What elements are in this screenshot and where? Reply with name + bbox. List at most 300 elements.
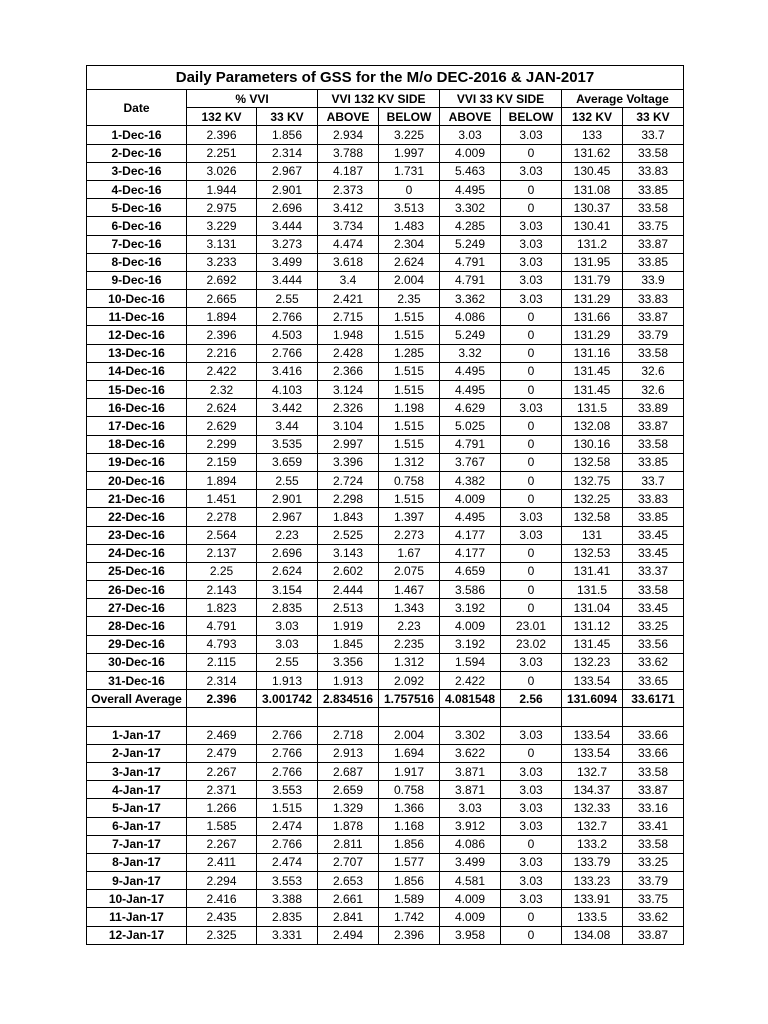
value-cell: 1.329 bbox=[318, 799, 379, 817]
date-cell: 16-Dec-16 bbox=[87, 399, 187, 417]
value-cell: 2.967 bbox=[257, 508, 318, 526]
parameters-table bbox=[86, 65, 684, 945]
value-cell: 2.294 bbox=[187, 872, 257, 890]
table-cell: 2.56 bbox=[501, 690, 562, 708]
value-cell: 2.251 bbox=[187, 144, 257, 162]
value-cell: 1.515 bbox=[379, 381, 440, 399]
value-cell: 3.535 bbox=[257, 435, 318, 453]
value-cell: 2.25 bbox=[187, 562, 257, 580]
value-cell: 2.421 bbox=[318, 290, 379, 308]
table-row bbox=[87, 253, 684, 271]
value-cell: 3.03 bbox=[501, 781, 562, 799]
value-cell: 132.75 bbox=[562, 471, 623, 489]
value-cell: 2.278 bbox=[187, 508, 257, 526]
value-cell: 3.03 bbox=[501, 853, 562, 871]
value-cell: 4.285 bbox=[440, 217, 501, 235]
value-cell: 2.624 bbox=[257, 562, 318, 580]
header-pct-vvi: % VVI bbox=[187, 90, 318, 108]
value-cell: 33.45 bbox=[623, 526, 684, 544]
value-cell: 1.168 bbox=[379, 817, 440, 835]
value-cell: 3.4 bbox=[318, 271, 379, 289]
value-cell: 133.2 bbox=[562, 835, 623, 853]
value-cell: 133.54 bbox=[562, 726, 623, 744]
value-cell: 3.442 bbox=[257, 399, 318, 417]
date-cell: 21-Dec-16 bbox=[87, 490, 187, 508]
value-cell: 3.412 bbox=[318, 199, 379, 217]
value-cell: 131.41 bbox=[562, 562, 623, 580]
value-cell: 4.177 bbox=[440, 544, 501, 562]
header-avg-voltage: Average Voltage bbox=[562, 90, 684, 108]
table-row bbox=[87, 344, 684, 362]
table-row bbox=[87, 781, 684, 799]
value-cell: 2.975 bbox=[187, 199, 257, 217]
value-cell: 4.503 bbox=[257, 326, 318, 344]
value-cell: 3.03 bbox=[501, 890, 562, 908]
value-cell: 2.901 bbox=[257, 180, 318, 198]
value-cell: 1.894 bbox=[187, 471, 257, 489]
value-cell: 2.696 bbox=[257, 544, 318, 562]
date-cell: 20-Dec-16 bbox=[87, 471, 187, 489]
date-cell: 8-Jan-17 bbox=[87, 853, 187, 871]
value-cell: 33.87 bbox=[623, 926, 684, 944]
value-cell: 32.6 bbox=[623, 381, 684, 399]
jan-rows bbox=[87, 726, 684, 944]
value-cell: 133.79 bbox=[562, 853, 623, 871]
value-cell: 3.03 bbox=[501, 526, 562, 544]
value-cell: 2.55 bbox=[257, 653, 318, 671]
value-cell: 2.092 bbox=[379, 672, 440, 690]
table-row bbox=[87, 126, 684, 144]
value-cell: 33.7 bbox=[623, 126, 684, 144]
value-cell: 2.665 bbox=[187, 290, 257, 308]
value-cell: 2.474 bbox=[257, 853, 318, 871]
table-row bbox=[87, 672, 684, 690]
table-row bbox=[87, 308, 684, 326]
value-cell: 23.02 bbox=[501, 635, 562, 653]
value-cell: 1.266 bbox=[187, 799, 257, 817]
value-cell: 33.75 bbox=[623, 890, 684, 908]
value-cell: 5.025 bbox=[440, 417, 501, 435]
value-cell: 2.724 bbox=[318, 471, 379, 489]
value-cell: 3.302 bbox=[440, 199, 501, 217]
value-cell: 2.396 bbox=[379, 926, 440, 944]
value-cell: 3.513 bbox=[379, 199, 440, 217]
value-cell: 2.692 bbox=[187, 271, 257, 289]
value-cell: 1.312 bbox=[379, 653, 440, 671]
average-section bbox=[87, 690, 684, 726]
value-cell: 33.79 bbox=[623, 872, 684, 890]
value-cell: 3.618 bbox=[318, 253, 379, 271]
date-cell: 29-Dec-16 bbox=[87, 635, 187, 653]
value-cell: 3.03 bbox=[501, 508, 562, 526]
table-row bbox=[87, 926, 684, 944]
date-cell: 24-Dec-16 bbox=[87, 544, 187, 562]
value-cell: 2.55 bbox=[257, 290, 318, 308]
value-cell: 1.343 bbox=[379, 599, 440, 617]
value-cell: 2.55 bbox=[257, 471, 318, 489]
value-cell: 3.396 bbox=[318, 453, 379, 471]
value-cell: 0 bbox=[501, 199, 562, 217]
table-cell: 4.081548 bbox=[440, 690, 501, 708]
value-cell: 3.553 bbox=[257, 872, 318, 890]
value-cell: 3.03 bbox=[501, 726, 562, 744]
value-cell: 2.411 bbox=[187, 853, 257, 871]
value-cell: 131.66 bbox=[562, 308, 623, 326]
value-cell: 2.273 bbox=[379, 526, 440, 544]
value-cell: 3.416 bbox=[257, 362, 318, 380]
value-cell: 131.45 bbox=[562, 362, 623, 380]
value-cell: 2.299 bbox=[187, 435, 257, 453]
table-cell: 3.001742 bbox=[257, 690, 318, 708]
value-cell: 1.285 bbox=[379, 344, 440, 362]
value-cell: 33.87 bbox=[623, 417, 684, 435]
value-cell: 130.37 bbox=[562, 199, 623, 217]
value-cell: 1.515 bbox=[379, 362, 440, 380]
date-cell: 3-Jan-17 bbox=[87, 762, 187, 780]
value-cell: 4.581 bbox=[440, 872, 501, 890]
page-title: Daily Parameters of GSS for the M/o DEC-2016 & JAN-2017 bbox=[87, 66, 684, 90]
value-cell: 2.216 bbox=[187, 344, 257, 362]
value-cell: 3.154 bbox=[257, 581, 318, 599]
value-cell: 0 bbox=[501, 144, 562, 162]
date-cell: 8-Dec-16 bbox=[87, 253, 187, 271]
value-cell: 4.177 bbox=[440, 526, 501, 544]
value-cell: 0 bbox=[501, 417, 562, 435]
value-cell: 3.273 bbox=[257, 235, 318, 253]
value-cell: 2.653 bbox=[318, 872, 379, 890]
value-cell: 32.6 bbox=[623, 362, 684, 380]
value-cell: 131.45 bbox=[562, 381, 623, 399]
value-cell: 3.03 bbox=[501, 799, 562, 817]
value-cell: 0 bbox=[501, 744, 562, 762]
table-row bbox=[87, 853, 684, 871]
date-cell: 25-Dec-16 bbox=[87, 562, 187, 580]
table-row bbox=[87, 799, 684, 817]
table-row bbox=[87, 399, 684, 417]
value-cell: 4.009 bbox=[440, 908, 501, 926]
date-cell: 7-Dec-16 bbox=[87, 235, 187, 253]
table-row bbox=[87, 544, 684, 562]
value-cell: 1.919 bbox=[318, 617, 379, 635]
subheader-cell: 132 KV bbox=[187, 108, 257, 126]
value-cell: 130.16 bbox=[562, 435, 623, 453]
value-cell: 132.23 bbox=[562, 653, 623, 671]
table-row bbox=[87, 362, 684, 380]
value-cell: 1.483 bbox=[379, 217, 440, 235]
table-row bbox=[87, 890, 684, 908]
value-cell: 3.356 bbox=[318, 653, 379, 671]
value-cell: 33.58 bbox=[623, 199, 684, 217]
value-cell: 2.997 bbox=[318, 435, 379, 453]
value-cell: 33.56 bbox=[623, 635, 684, 653]
table-row bbox=[87, 635, 684, 653]
value-cell: 3.444 bbox=[257, 217, 318, 235]
value-cell: 4.791 bbox=[440, 435, 501, 453]
value-cell: 2.422 bbox=[440, 672, 501, 690]
value-cell: 33.58 bbox=[623, 835, 684, 853]
table-row bbox=[87, 490, 684, 508]
table-row bbox=[87, 526, 684, 544]
value-cell: 2.298 bbox=[318, 490, 379, 508]
value-cell: 2.304 bbox=[379, 235, 440, 253]
value-cell: 33.83 bbox=[623, 290, 684, 308]
value-cell: 3.331 bbox=[257, 926, 318, 944]
value-cell: 33.58 bbox=[623, 144, 684, 162]
value-cell: 0 bbox=[501, 453, 562, 471]
table-row bbox=[87, 508, 684, 526]
value-cell: 3.03 bbox=[501, 126, 562, 144]
value-cell: 1.843 bbox=[318, 508, 379, 526]
value-cell: 2.766 bbox=[257, 762, 318, 780]
value-cell: 132.53 bbox=[562, 544, 623, 562]
value-cell: 0 bbox=[501, 908, 562, 926]
value-cell: 1.366 bbox=[379, 799, 440, 817]
value-cell: 1.997 bbox=[379, 144, 440, 162]
value-cell: 132.58 bbox=[562, 453, 623, 471]
value-cell: 33.62 bbox=[623, 653, 684, 671]
table-row bbox=[87, 653, 684, 671]
value-cell: 3.767 bbox=[440, 453, 501, 471]
date-cell: 4-Dec-16 bbox=[87, 180, 187, 198]
value-cell: 1.856 bbox=[379, 872, 440, 890]
value-cell: 131.29 bbox=[562, 326, 623, 344]
value-cell: 0 bbox=[501, 344, 562, 362]
date-cell: 17-Dec-16 bbox=[87, 417, 187, 435]
value-cell: 4.629 bbox=[440, 399, 501, 417]
date-cell: 2-Dec-16 bbox=[87, 144, 187, 162]
value-cell: 1.742 bbox=[379, 908, 440, 926]
value-cell: 0 bbox=[501, 599, 562, 617]
value-cell: 3.124 bbox=[318, 381, 379, 399]
value-cell: 2.624 bbox=[187, 399, 257, 417]
value-cell: 133 bbox=[562, 126, 623, 144]
value-cell: 3.302 bbox=[440, 726, 501, 744]
value-cell: 2.913 bbox=[318, 744, 379, 762]
value-cell: 2.525 bbox=[318, 526, 379, 544]
table-row bbox=[87, 471, 684, 489]
value-cell: 2.396 bbox=[187, 326, 257, 344]
value-cell: 131.04 bbox=[562, 599, 623, 617]
value-cell: 0 bbox=[501, 180, 562, 198]
value-cell: 131.62 bbox=[562, 144, 623, 162]
value-cell: 2.143 bbox=[187, 581, 257, 599]
date-cell: 3-Dec-16 bbox=[87, 162, 187, 180]
date-cell: 10-Dec-16 bbox=[87, 290, 187, 308]
value-cell: 1.515 bbox=[379, 490, 440, 508]
value-cell: 33.45 bbox=[623, 544, 684, 562]
table-cell: 2.834516 bbox=[318, 690, 379, 708]
header-vvi-132: VVI 132 KV SIDE bbox=[318, 90, 440, 108]
date-cell: 28-Dec-16 bbox=[87, 617, 187, 635]
table-row bbox=[87, 290, 684, 308]
dec-rows bbox=[87, 126, 684, 690]
value-cell: 2.422 bbox=[187, 362, 257, 380]
value-cell: 3.788 bbox=[318, 144, 379, 162]
value-cell: 2.474 bbox=[257, 817, 318, 835]
value-cell: 3.871 bbox=[440, 762, 501, 780]
value-cell: 3.131 bbox=[187, 235, 257, 253]
value-cell: 2.687 bbox=[318, 762, 379, 780]
value-cell: 33.58 bbox=[623, 435, 684, 453]
value-cell: 131.79 bbox=[562, 271, 623, 289]
value-cell: 33.87 bbox=[623, 781, 684, 799]
value-cell: 3.233 bbox=[187, 253, 257, 271]
subheader-cell: BELOW bbox=[379, 108, 440, 126]
value-cell: 1.467 bbox=[379, 581, 440, 599]
subheader-cell: ABOVE bbox=[440, 108, 501, 126]
value-cell: 4.474 bbox=[318, 235, 379, 253]
value-cell: 3.622 bbox=[440, 744, 501, 762]
value-cell: 4.495 bbox=[440, 381, 501, 399]
date-cell: 11-Dec-16 bbox=[87, 308, 187, 326]
value-cell: 2.659 bbox=[318, 781, 379, 799]
value-cell: 131.5 bbox=[562, 581, 623, 599]
value-cell: 2.435 bbox=[187, 908, 257, 926]
value-cell: 0 bbox=[501, 362, 562, 380]
table-cell: 2.396 bbox=[187, 690, 257, 708]
date-cell: 31-Dec-16 bbox=[87, 672, 187, 690]
value-cell: 4.791 bbox=[187, 617, 257, 635]
value-cell: 2.004 bbox=[379, 726, 440, 744]
value-cell: 33.66 bbox=[623, 744, 684, 762]
value-cell: 3.192 bbox=[440, 635, 501, 653]
value-cell: 33.85 bbox=[623, 508, 684, 526]
value-cell: 3.499 bbox=[440, 853, 501, 871]
date-cell: 10-Jan-17 bbox=[87, 890, 187, 908]
value-cell: 2.23 bbox=[257, 526, 318, 544]
value-cell: 1.856 bbox=[379, 835, 440, 853]
date-cell: 11-Jan-17 bbox=[87, 908, 187, 926]
value-cell: 2.23 bbox=[379, 617, 440, 635]
value-cell: 0.758 bbox=[379, 471, 440, 489]
value-cell: 2.371 bbox=[187, 781, 257, 799]
value-cell: 33.75 bbox=[623, 217, 684, 235]
date-cell: 27-Dec-16 bbox=[87, 599, 187, 617]
value-cell: 3.192 bbox=[440, 599, 501, 617]
table-row bbox=[87, 835, 684, 853]
table-row bbox=[87, 199, 684, 217]
value-cell: 2.841 bbox=[318, 908, 379, 926]
value-cell: 0 bbox=[501, 326, 562, 344]
value-cell: 1.856 bbox=[257, 126, 318, 144]
overall-average-label: Overall Average bbox=[87, 690, 187, 708]
value-cell: 4.793 bbox=[187, 635, 257, 653]
subheader-cell: 33 KV bbox=[257, 108, 318, 126]
value-cell: 1.913 bbox=[318, 672, 379, 690]
date-cell: 19-Dec-16 bbox=[87, 453, 187, 471]
value-cell: 1.198 bbox=[379, 399, 440, 417]
value-cell: 0 bbox=[501, 471, 562, 489]
value-cell: 0 bbox=[501, 581, 562, 599]
value-cell: 33.83 bbox=[623, 162, 684, 180]
value-cell: 0.758 bbox=[379, 781, 440, 799]
value-cell: 1.594 bbox=[440, 653, 501, 671]
value-cell: 2.004 bbox=[379, 271, 440, 289]
value-cell: 1.515 bbox=[379, 435, 440, 453]
value-cell: 2.075 bbox=[379, 562, 440, 580]
value-cell: 2.835 bbox=[257, 908, 318, 926]
value-cell: 132.25 bbox=[562, 490, 623, 508]
value-cell: 131.08 bbox=[562, 180, 623, 198]
value-cell: 134.08 bbox=[562, 926, 623, 944]
value-cell: 3.143 bbox=[318, 544, 379, 562]
header-date: Date bbox=[87, 90, 187, 126]
date-cell: 12-Dec-16 bbox=[87, 326, 187, 344]
header-vvi-33: VVI 33 KV SIDE bbox=[440, 90, 562, 108]
table-cell: 33.6171 bbox=[623, 690, 684, 708]
value-cell: 2.137 bbox=[187, 544, 257, 562]
subheader-cell: ABOVE bbox=[318, 108, 379, 126]
value-cell: 3.03 bbox=[440, 799, 501, 817]
table-row bbox=[87, 744, 684, 762]
value-cell: 4.009 bbox=[440, 890, 501, 908]
value-cell: 33.58 bbox=[623, 762, 684, 780]
value-cell: 2.835 bbox=[257, 599, 318, 617]
value-cell: 131.16 bbox=[562, 344, 623, 362]
value-cell: 33.89 bbox=[623, 399, 684, 417]
value-cell: 1.823 bbox=[187, 599, 257, 617]
value-cell: 3.03 bbox=[257, 617, 318, 635]
value-cell: 2.373 bbox=[318, 180, 379, 198]
value-cell: 1.731 bbox=[379, 162, 440, 180]
overall-average-row bbox=[87, 690, 684, 708]
value-cell: 1.878 bbox=[318, 817, 379, 835]
value-cell: 2.629 bbox=[187, 417, 257, 435]
table-row bbox=[87, 908, 684, 926]
value-cell: 1.913 bbox=[257, 672, 318, 690]
value-cell: 133.23 bbox=[562, 872, 623, 890]
date-cell: 6-Jan-17 bbox=[87, 817, 187, 835]
value-cell: 33.45 bbox=[623, 599, 684, 617]
value-cell: 2.766 bbox=[257, 835, 318, 853]
value-cell: 1.589 bbox=[379, 890, 440, 908]
value-cell: 2.366 bbox=[318, 362, 379, 380]
value-cell: 3.659 bbox=[257, 453, 318, 471]
date-cell: 13-Dec-16 bbox=[87, 344, 187, 362]
table-row bbox=[87, 235, 684, 253]
date-cell: 2-Jan-17 bbox=[87, 744, 187, 762]
value-cell: 133.5 bbox=[562, 908, 623, 926]
value-cell: 132.58 bbox=[562, 508, 623, 526]
value-cell: 4.791 bbox=[440, 271, 501, 289]
date-cell: 30-Dec-16 bbox=[87, 653, 187, 671]
value-cell: 2.267 bbox=[187, 835, 257, 853]
value-cell: 3.03 bbox=[501, 817, 562, 835]
value-cell: 3.225 bbox=[379, 126, 440, 144]
value-cell: 33.41 bbox=[623, 817, 684, 835]
date-cell: 6-Dec-16 bbox=[87, 217, 187, 235]
subheader-cell: BELOW bbox=[501, 108, 562, 126]
value-cell: 2.32 bbox=[187, 381, 257, 399]
value-cell: 2.325 bbox=[187, 926, 257, 944]
table-row bbox=[87, 599, 684, 617]
value-cell: 33.79 bbox=[623, 326, 684, 344]
value-cell: 2.718 bbox=[318, 726, 379, 744]
value-cell: 33.37 bbox=[623, 562, 684, 580]
table-row bbox=[87, 162, 684, 180]
value-cell: 33.85 bbox=[623, 453, 684, 471]
table-row bbox=[87, 726, 684, 744]
value-cell: 1.577 bbox=[379, 853, 440, 871]
value-cell: 132.7 bbox=[562, 762, 623, 780]
table-row bbox=[87, 435, 684, 453]
value-cell: 33.58 bbox=[623, 344, 684, 362]
value-cell: 4.086 bbox=[440, 835, 501, 853]
value-cell: 2.934 bbox=[318, 126, 379, 144]
value-cell: 3.32 bbox=[440, 344, 501, 362]
value-cell: 3.388 bbox=[257, 890, 318, 908]
blank-row bbox=[87, 708, 684, 726]
